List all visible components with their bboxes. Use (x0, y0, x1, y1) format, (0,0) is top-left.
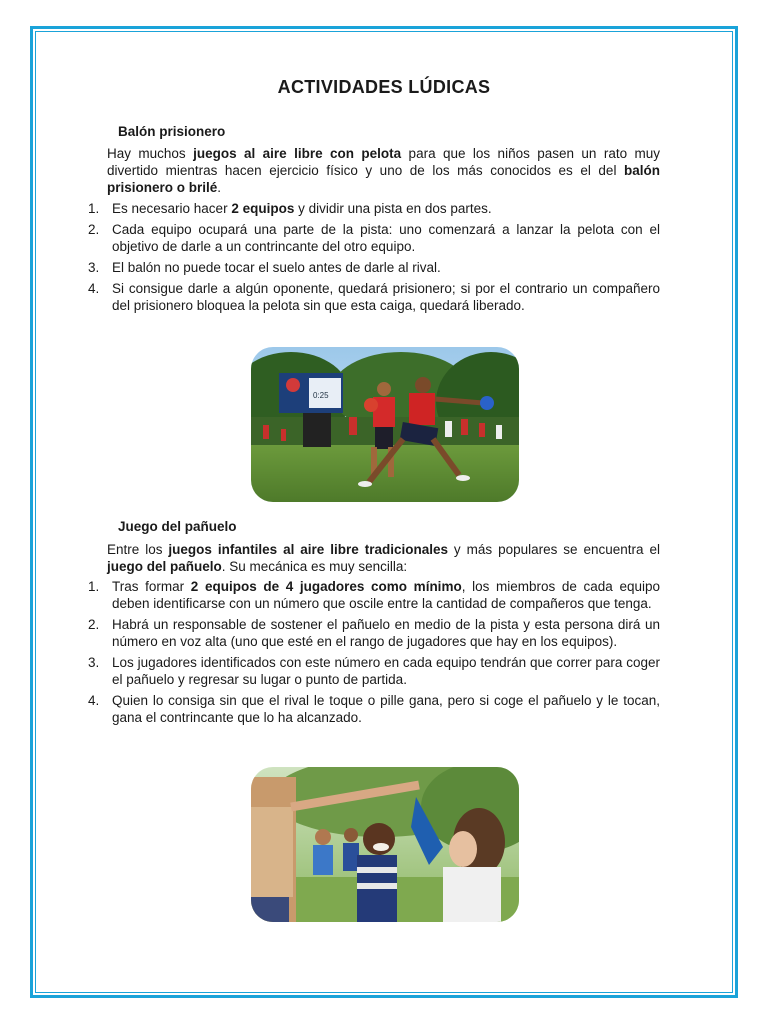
list-item: 2. Cada equipo ocupará una parte de la pista: uno comenzará a lanzar la pelota con el objetivo de darle a un contrincante del otro equipo. (88, 222, 660, 254)
list-item: 1. Es necesario hacer 2 equipos y dividir una pista en dos partes. (88, 201, 492, 216)
rules-list-panuelo (88, 578, 660, 730)
list-item: 4. Si consigue darle a algún oponente, quedará prisionero; si por el contrario un compañero del prisionero bloquea la pelota sin que esta caiga, quedará liberado. (88, 281, 660, 313)
list-item: 1. Tras formar 2 equipos de 4 jugadores como mínimo, los miembros de cada equipo deben identificarse con un número que oscile entre la cantidad de compañeros que tenga. (88, 579, 660, 611)
list-item: 3. Los jugadores identificados con este número en cada equipo tendrán que correr para coger el pañuelo y regresar su lugar o punto de partida. (88, 655, 660, 687)
section-heading-panuelo: Juego del pañuelo (118, 519, 237, 534)
scoreboard-time: 0:25 (313, 391, 329, 400)
intro-paragraph-balon: Hay muchos juegos al aire libre con pelota para que los niños pasen un rato muy divertido mientras hacen ejercicio físico y uno de los más conocidos es el del balón prisionero o brilé. (107, 146, 661, 195)
intro-paragraph-panuelo: Entre los juegos infantiles al aire libre tradicionales y más populares se encuentra el juego del pañuelo. Su mecánica es muy sencilla: (107, 542, 660, 574)
page-title: ACTIVIDADES LÚDICAS (277, 77, 491, 97)
handkerchief-game-photo (251, 767, 519, 922)
dodgeball-photo (251, 347, 519, 502)
section-heading-balon: Balón prisionero (118, 124, 226, 139)
list-item: 3. El balón no puede tocar el suelo antes de darle al rival. (88, 260, 441, 275)
rules-list-balon (88, 200, 660, 318)
list-item: 2. Habrá un responsable de sostener el pañuelo en medio de la pista y esta persona dirá un número en voz alta (uno que esté en el rango de jugadores que hay en los equipos). (88, 617, 660, 649)
list-item: 4. Quien lo consiga sin que el rival le toque o pille gana, pero si coge el pañuelo y le tocan, gana el contrincante que lo ha alcanzado. (88, 693, 660, 725)
